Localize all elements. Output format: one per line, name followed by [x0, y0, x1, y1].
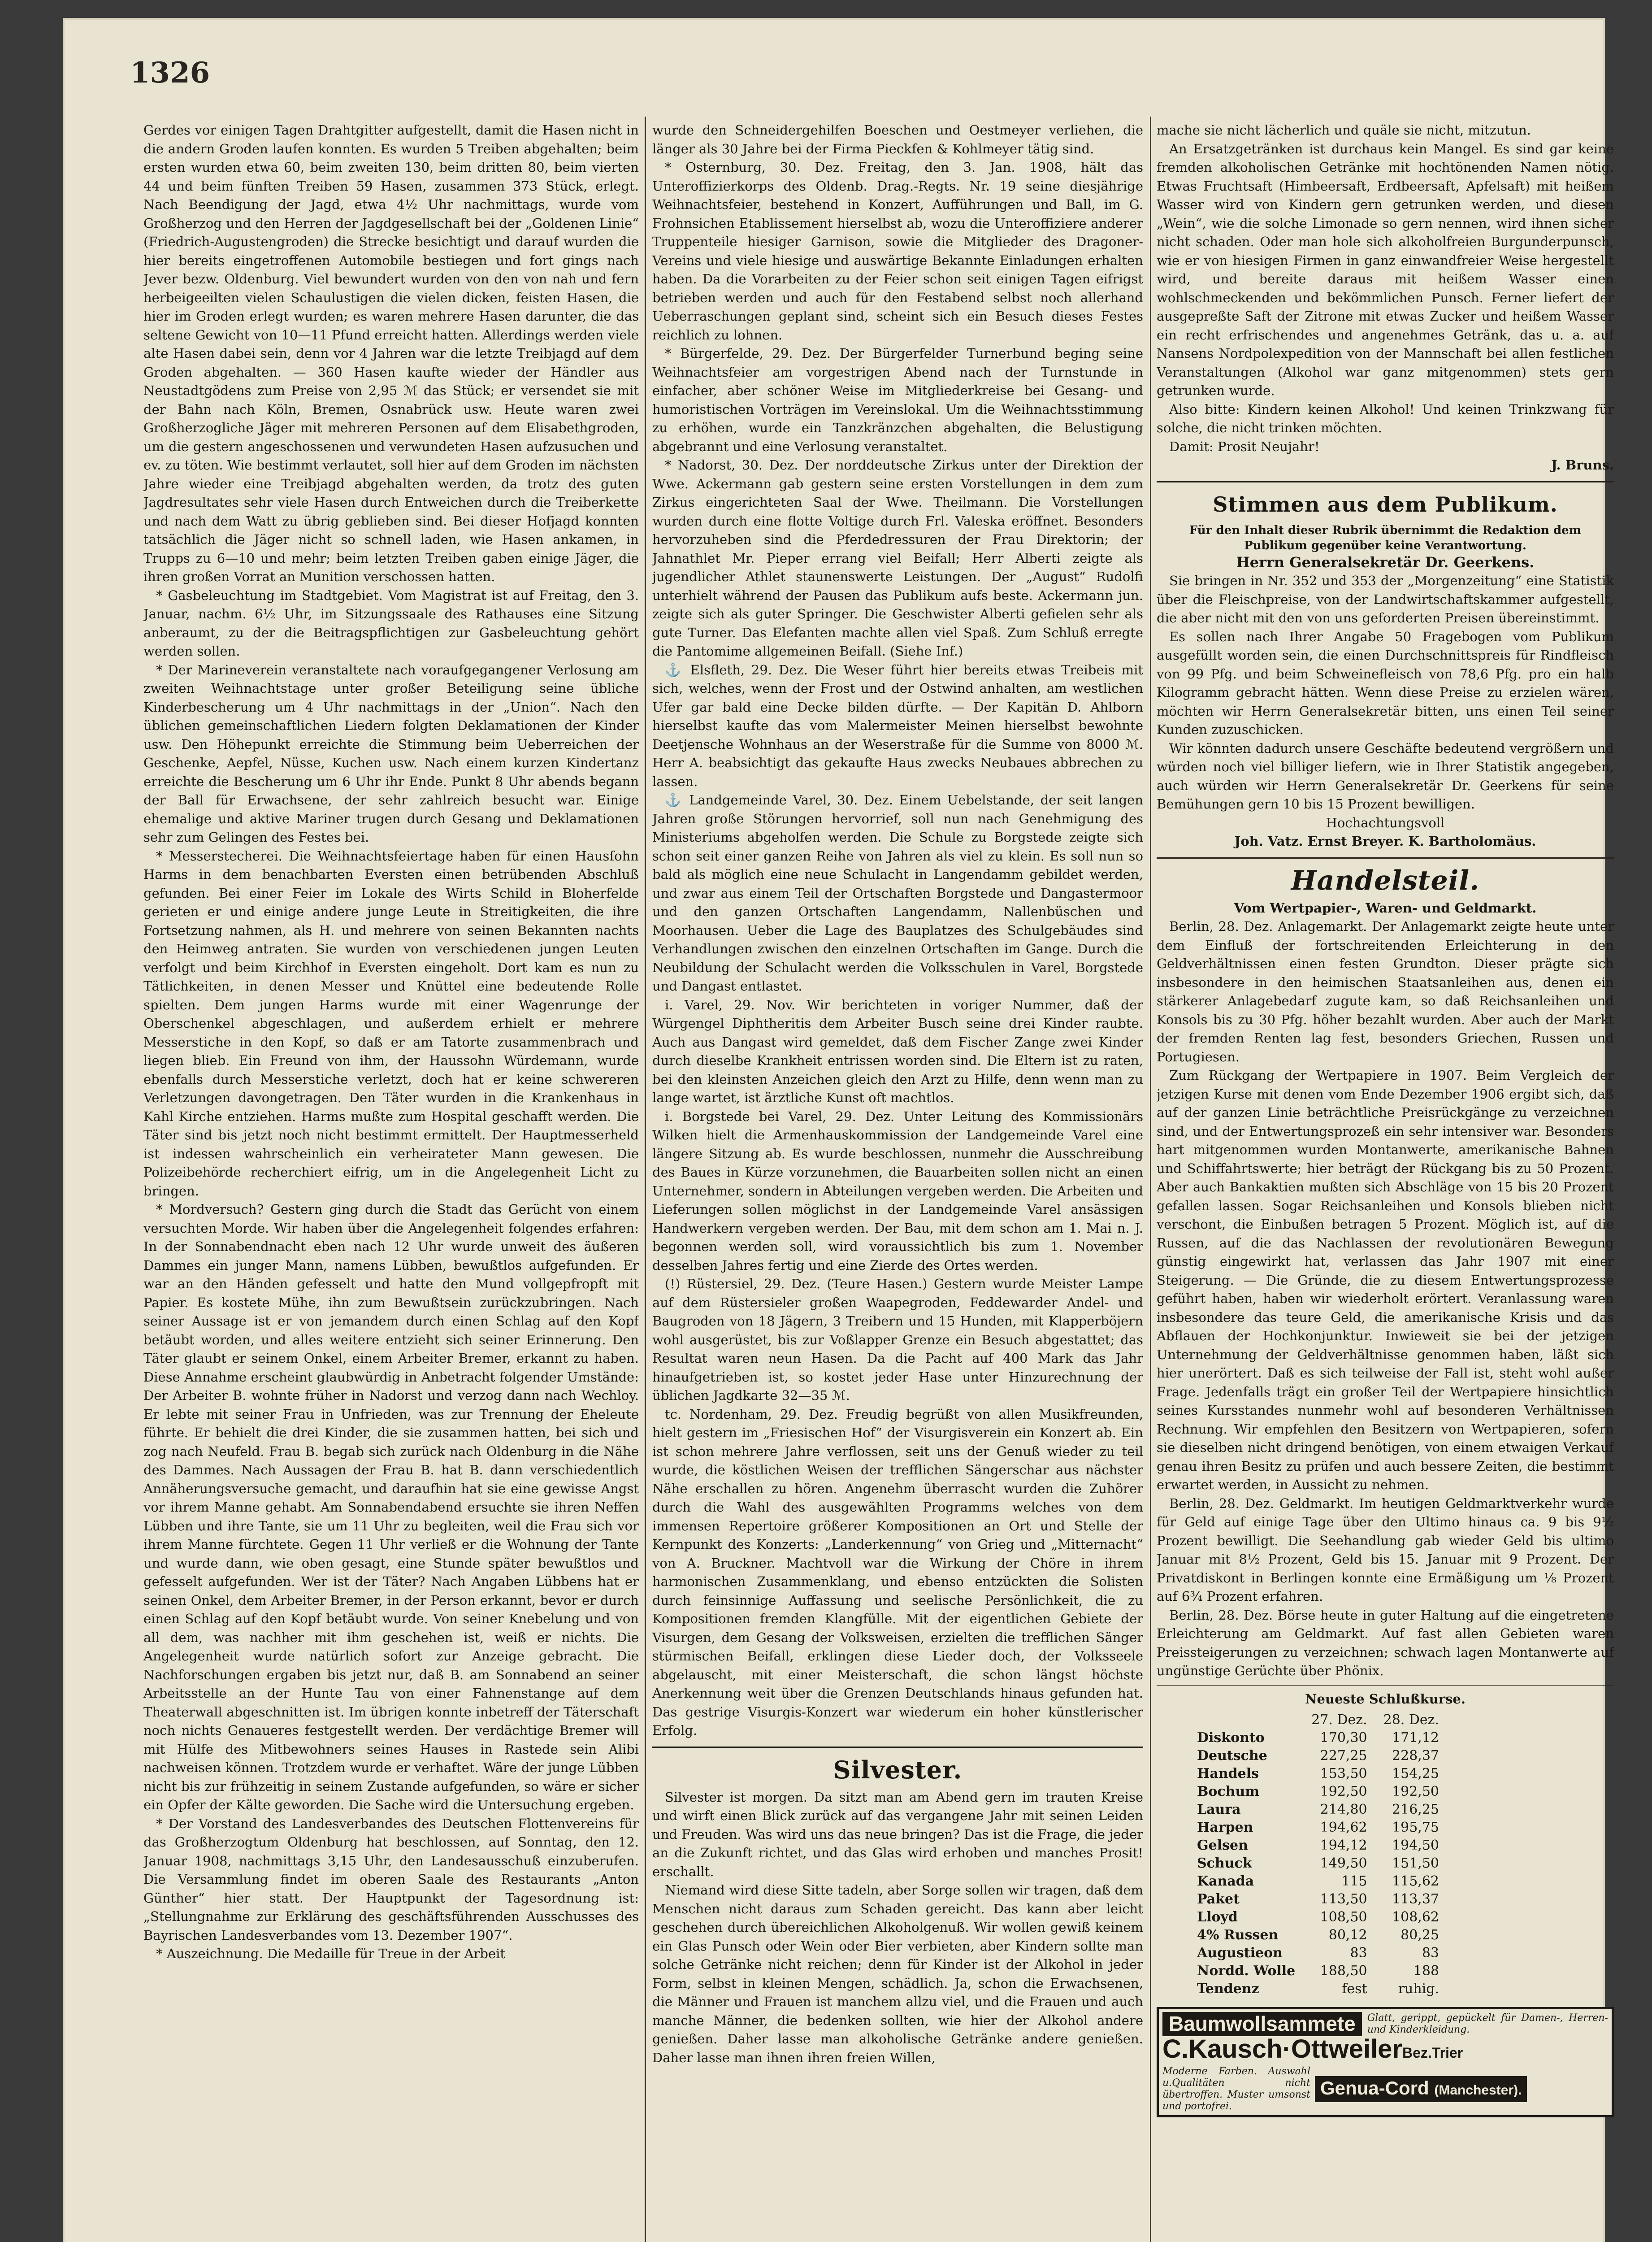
table-row	[1197, 1873, 1447, 1890]
ad-brand-2-note: (Manchester).	[1434, 2082, 1522, 2098]
publikum-disclaimer: Für den Inhalt dieser Rubrik übernimmt die Redaktion dem Publikum gegenüber keine Verantwortung.	[1189, 523, 1582, 552]
article-paragraph: Also bitte: Kindern keinen Alkohol! Und keinen Trinkzwang für solche, die nicht trinken möchten.	[1157, 401, 1614, 435]
handel-paragraph: Berlin, 28. Dez. Börse heute in guter Haltung auf die eingetretene Erleichterung am Geldmarkt. Auf fast allen Gebieten waren Preissteigerungen zu verzeichnen; schwach lagen Montanwerte auf ungünstige Gerüchte über Phönix.	[1157, 1607, 1614, 1678]
section-divider	[1157, 857, 1614, 859]
table-header	[1197, 1711, 1303, 1729]
table-row	[1197, 1783, 1447, 1801]
article-paragraph: ⚓ Elsfleth, 29. Dez. Die Weser führt hier bereits etwas Treibeis mit sich, welches, wenn der Frost und der Ostwind anhalten, am westlichen Ufer gar bald eine Decke bilden dürfte. — Der Kapitän D. Ahlborn hierselbst kaufte das vom Malermeister Meinen hierselbst bewohnte Deetjensche Wohnhaus an der Weserstraße für die Summe von 8000 ℳ. Herr A. beabsichtigt das gekaufte Haus zwecks Neubaues abbrechen zu lassen.	[652, 662, 1143, 789]
table-row	[1197, 1747, 1447, 1765]
table-cell: 4% Russen	[1197, 1927, 1279, 1943]
table-cell: Paket	[1197, 1891, 1240, 1907]
section-divider	[652, 1747, 1143, 1748]
table-cell: 83	[1422, 1945, 1440, 1961]
article-paragraph: Damit: Prosit Neujahr!	[1169, 439, 1320, 454]
table-cell: 149,50	[1320, 1855, 1367, 1871]
publikum-paragraph: Es sollen nach Ihrer Angabe 50 Fragebogen vom Publikum ausgefüllt worden sein, die einen Durchschnittspreis für Rindfleisch von 99 Pfg. und beim Schweinefleisch von 78,6 Pfg. pro ein halb Kilogramm gebracht hätten. Wenn diese Preise zu erzielen wären, möchten wir Herrn Generalsekretär bitten, uns einen Teil seiner Kunden zuzuschicken.	[1157, 629, 1614, 737]
ad-brand-2-name: Genua-Cord	[1320, 2077, 1429, 2099]
table-cell: 194,62	[1320, 1820, 1367, 1835]
table-cell: 83	[1350, 1945, 1367, 1961]
publikum-title: Stimmen aus dem Publikum.	[1213, 492, 1558, 517]
table-cell: 170,30	[1320, 1730, 1367, 1746]
table-row	[1197, 1962, 1447, 1980]
table-cell: 108,50	[1320, 1909, 1367, 1925]
article-paragraph: i. Borgstede bei Varel, 29. Dez. Unter Leitung des Kommissionärs Wilken hielt die Armenhauskommission der Landgemeinde Varel eine längere Sitzung ab. Es wurde beschlossen, nunmehr die Ausschreibung des Baues in Kürze vorzunehmen, die Bauarbeiten sollen nicht an einen Unternehmer, sondern in Abteilungen vergeben werden. Die Arbeiten und Lieferungen sollen möglichst in der Landgemeinde Varel ansässigen Handwerkern vergeben werden. Der Bau, mit dem schon am 1. Mai n. J. begonnen werden soll, wird voraussichtlich bis zum 1. November desselben Jahres fertig und eine Zierde des Ortes werden.	[652, 1108, 1143, 1273]
article-paragraph: ⚓ Landgemeinde Varel, 30. Dez. Einem Uebelstande, der seit langen Jahren große Störungen hervorrief, soll nun nach Genehmigung des Ministeriums abgeholfen werden. Die Schule zu Borgstede zeigte sich schon seit einer ganzen Reihe von Jahren als viel zu klein. Es soll nun so bald als möglich eine neue Schulacht in Langendamm gebildet werden, und zwar aus einem Teil der Ortschaften Borgstede und Dangastermoor und den ganzen Ortschaften Langendamm, Nallenbüschen und Moorhausen. Ueber die Lage des Bauplatzes des Schulgebäudes sind Verhandlungen zwischen den einzelnen Ortschaften im Gange. Durch die Neubildung der Schulacht werden die Volksschulen in Varel, Borgstede und Dangast entlastet.	[652, 792, 1143, 994]
handel-paragraph: Berlin, 28. Dez. Anlagemarkt. Der Anlagemarkt zeigte heute unter dem Einfluß der fortschreitenden Erleichterung in den Geldverhältnissen einen festen Grundton. Dieser prägte sich insbesondere in den heimischen Staatsanleihen aus, denen ein stärkerer Anlagebedarf zugute kam, so daß Reichsanleihen und Konsols bis zu 30 Pfg. höher bezahlt wurden. Aber auch der Markt der fremden Renten lag fest, besonders Griechen, Russen und Portugiesen.	[1157, 919, 1614, 1065]
handel-subtitle: Vom Wertpapier-, Waren- und Geldmarkt.	[1234, 900, 1537, 916]
table-cell: 113,37	[1392, 1891, 1440, 1907]
article-paragraph: * Der Marineverein veranstaltete nach voraufgegangener Verlosung am zweiten Weihnachtstage unter großer Beteiligung seine übliche Kinderbescherung um 4 Uhr nachmittags in der „Union“. Nach den üblichen gemeinschaftlichen Liedern folgten Deklamationen der Kinder usw. Den Höhepunkt erreichte die Stimmung beim Ueberreichen der Geschenke, Aepfel, Nüsse, Kuchen usw. Nach einem kurzen Kindertanz erreichte die Bescherung um 6 Uhr ihr Ende. Punkt 8 Uhr abends begann der Ball für Erwachsene, der sehr zahlreich besucht war. Einige ehemalige und aktive Mariner trugen durch Gesang und Deklamationen sehr zum Gelingen des Festes bei.	[143, 662, 639, 845]
ad-brand: Baumwollsammete	[1162, 2012, 1362, 2036]
article-paragraph: mache sie nicht lächerlich und quäle sie nicht, mitzutun.	[1157, 122, 1531, 138]
newspaper-page	[63, 18, 1614, 2242]
column-3	[1157, 121, 1614, 2242]
table-header: 27. Dez.	[1311, 1712, 1367, 1728]
table-divider	[1157, 1685, 1614, 1686]
article-paragraph: * Auszeichnung. Die Medaille für Treue in der Arbeit	[156, 1946, 506, 1961]
article-paragraph: (!) Rüstersiel, 29. Dez. (Teure Hasen.) Gestern wurde Meister Lampe auf dem Rüstersieler großen Waapegroden, Feddewarder Andel- und Baugroden von 18 Jägern, 3 Treibern und 15 Hunden, mit Klapperböjern wohl ausgerüstet, bis zur Voßlapper Grenze ein Besuch abgestattet; das Resultat waren neun Hasen. Da die Pacht auf 400 Mark das Jahr hinaufgetrieben ist, so kostet jeder Hase unter Hinzurechnung der üblichen Jagdkarte 32—35 ℳ.	[652, 1276, 1143, 1403]
table-cell: 115,62	[1392, 1873, 1440, 1889]
table-cell: 80,25	[1401, 1927, 1440, 1943]
table-cell: 195,75	[1392, 1820, 1440, 1835]
article-paragraph: * Messerstecherei. Die Weihnachtsfeiertage haben für einen Hausſohn Harms in dem benachbarten Eversten einen betrübenden Abschluß gefunden. Bei einer Feier im Lokale des Wirts Schild in Bloherfelde gerieten er und einige andere junge Leute in Streitigkeiten, die ihre Fortsetzung nahmen, als H. und mehrere von seinen Bekannten nachts den Heimweg antraten. Sie wurden von verschiedenen jungen Leuten verfolgt und beim Kirchhof in Eversten eingeholt. Dort kam es nun zu Tätlichkeiten, in denen Messer und Knüttel eine bedeutende Rolle spielten. Dem jungen Harms wurde mit einer Wagenrunge der Oberschenkel abgeschlagen, und außerdem erhielt er mehrere Messerstiche in den Kopf, so daß er am Tatorte zusammenbrach und liegen blieb. Ein Freund von ihm, der Haussohn Würdemann, wurde ebenfalls durch Messerstiche verletzt, doch hat er keine schwereren Verletzungen davongetragen. Den Täter wurden in die Krankenhaus in Kahl Kirche entziehen. Harms mußte zum Hospital geschafft werden. Die Täter sind bis jetzt noch nicht bestimmt ermittelt. Der Hauptmesserheld ist indessen wahrscheinlich ein verheirateter Mann gewesen. Die Polizeibehörde recherchiert eifrig, um in die Angelegenheit Licht zu bringen.	[143, 848, 639, 1199]
ad-brand-2	[1315, 2076, 1527, 2103]
handel-title: Handelsteil.	[1291, 865, 1480, 896]
table-cell: 194,12	[1320, 1838, 1367, 1853]
column-1	[143, 121, 639, 2242]
table-row	[1197, 1908, 1447, 1926]
table-row	[1197, 1926, 1447, 1944]
table-cell: Lloyd	[1197, 1909, 1238, 1925]
table-cell: 154,25	[1392, 1766, 1440, 1781]
handel-paragraph: Berlin, 28. Dez. Geldmarkt. Im heutigen Geldmarktverkehr wurde für Geld auf einige Tage über den Ultimo hinaus ca. 9 bis 9½ Prozent bewilligt. Die Seehandlung gab wieder Geld bis ultimo Januar mit 8½ Prozent, Geld bis 15. Januar mit 9 Prozent. Der Privatdiskont in Berlingen konnte eine Ermäßigung um ⅛ Prozent auf 6¾ Prozent erfahren.	[1157, 1495, 1614, 1604]
table-cell: Harpen	[1197, 1820, 1253, 1835]
article-paragraph: * Bürgerfelde, 29. Dez. Der Bürgerfelder Turnerbund beging seine Weihnachtsfeier am vorgestrigen Abend nach der Turnstunde in einfacher, aber schöner Weise im Mitgliederkreise bei Gesang- und humoristischen Vorträgen im Vereinslokal. Um die Weihnachtsstimmung zu erhöhen, wurde ein Tanzkränzchen abgehalten, die Belustigung abgebrannt und eine Verlosung veranstaltet.	[652, 346, 1143, 454]
table-cell: Augustieon	[1197, 1945, 1283, 1961]
table-cell: 228,37	[1392, 1748, 1440, 1764]
publikum-paragraph: Sie bringen in Nr. 352 und 353 der „Morgenzeitung“ eine Statistik über die Fleischpreise, von der Landwirtschaftskammer aufgestellt, die aber nicht mit den von uns geforderten Preisen übereinstimmt.	[1157, 573, 1614, 626]
silvester-title: Silvester.	[833, 1755, 963, 1784]
table-cell: Gelsen	[1197, 1838, 1248, 1853]
table-cell: fest	[1342, 1981, 1367, 1997]
page-number: 1326	[130, 56, 210, 90]
table-row	[1197, 1944, 1447, 1962]
table-cell: ruhig.	[1398, 1981, 1440, 1997]
table-cell: Handels	[1197, 1766, 1259, 1781]
table-header-row	[1197, 1711, 1447, 1729]
table-cell: 151,50	[1392, 1855, 1440, 1871]
column-2	[652, 121, 1143, 2242]
table-cell: Diskonto	[1197, 1730, 1265, 1746]
column-rule	[1150, 117, 1151, 2242]
article-paragraph: Gerdes vor einigen Tagen Drahtgitter aufgestellt, damit die Hasen nicht in die andern Groden laufen konnten. Es wurden 5 Treiben abgehalten; beim ersten wurden etwa 60, beim zweiten 130, beim dritten 80, beim vierten 44 und beim fünften Treiben 59 Hasen, zusammen 373 Stück, erlegt. Nach Beendigung der Jagd, etwa 4½ Uhr nachmittags, wurde vom Großherzog und den Herren der Jagdgesellschaft bei der „Goldenen Linie“ (Friedrich-Augustengroden) die Strecke besichtigt und darauf wurden die hier bereits eingetroffenen Automobile bestiegen und fort gings nach Jever bezw. Oldenburg. Viel bewundert wurden von den von nah und fern herbeigeeilten vielen Schaulustigen die vielen dicken, feisten Hasen, die hier im Groden erlegt wurden; es waren mehrere Hasen darunter, die das seltene Gewicht von 10—11 Pfund erreicht hatten. Allerdings werden viele alte Hasen dabei sein, denn vor 4 Jahren war die letzte Treibjagd auf dem Groden abgehalten. — 360 Hasen kaufte wieder der Händler aus Neustadtgödens zum Preise von 2,95 ℳ das Stück; er versendet sie mit der Bahn nach Köln, Bremen, Osnabrück usw. Heute waren zwei Großherzogliche Jäger mit mehreren Personen auf dem Elisabethgroden, um die gestern angeschossenen und verwundeten Hasen aufzusuchen und ev. zu töten. Wie bestimmt verlautet, soll hier auf dem Groden im nächsten Jahre wieder eine Treibjagd abgehalten werden, da trotz des guten Jagdresultates sehr viele Hasen durch Entweichen durch die Treiberkette und nach dem Watt zu übrig geblieben sind. Bei dieser Hofjagd konnten tatsächlich die Jäger nicht so schnell laden, wie Hasen ankamen, in Trupps zu 6—10 und mehr; beim letzten Treiben gaben einige Jäger, die ihren großen Vorrat an Munition verschossen hatten.	[143, 122, 639, 584]
advertisement	[1157, 2007, 1614, 2117]
table-cell: Bochum	[1197, 1784, 1259, 1799]
table-cell: 171,12	[1392, 1730, 1440, 1746]
article-paragraph: * Mordversuch? Gestern ging durch die Stadt das Gerücht von einem versuchten Morde. Wir haben über die Angelegenheit folgendes erfahren: In der Sonnabendnacht eben nach 12 Uhr wurde unweit des äußeren Dammes ein junger Mann, namens Lübben, bewußtlos aufgefunden. Er war an den Händen gefesselt und hatte den Mund vollgepfropft mit Papier. Es kostete Mühe, ihn zum Bewußtsein zurückzubringen. Nach seiner Aussage ist er von jemandem durch einen Schlag auf den Kopf betäubt worden, und alles weitere entzieht sich seiner Erinnerung. Den Täter glaubt er seinem Onkel, einem Arbeiter Bremer, erkannt zu haben. Diese Annahme erscheint glaubwürdig in Anbetracht folgender Umstände: Der Arbeiter B. wohnte früher in Nadorst und verzog dann nach Wechloy. Er lebte mit seiner Frau in Unfrieden, was zur Trennung der Eheleute führte. Er behielt die drei Kinder, die sie zusammen hatten, bei sich und zog nach Neufeld. Frau B. begab sich zurück nach Oldenburg in die Nähe des Dammes. Nach Aussagen der Frau B. hat B. dann verschiedentlich Annäherungsversuche gemacht, und daraufhin hat sie eine gewisse Angst vor ihrem Manne gehabt. Am Sonnabendabend ersuchte sie ihren Neffen Lübben und ihre Tante, sie um 11 Uhr zu begleiten, weil die Frau sich vor ihrem Manne fürchtete. Gegen 11 Uhr verließ er die Wohnung der Tante und wurde dann, wie oben gesagt, eine Stunde später bewußtlos und gefesselt aufgefunden. Wer ist der Täter? Nach Angaben Lübbens hat er seinen Onkel, dem Arbeiter Bremer, in der Person erkannt, bevor er durch einen Schlag auf den Kopf betäubt wurde. Von seiner Knebelung und von all dem, was nachher mit ihm geschehen ist, weiß er nichts. Die Angelegenheit wurde natürlich sofort zur Anzeige gebracht. Die Nachforschungen ergaben bis jetzt nur, daß B. am Sonnabend an seiner Arbeitsstelle an der Hunte Tau von einer Fahnenstange auf dem Theaterwall abgeschnitten ist. Im übrigen konnte inbetreff der Täterschaft noch nichts Genaueres festgestellt werden. Der verdächtige Bremer will mit Hülfe des Mitbewohners seines Hauses in Rastede sein Alibi nachweisen können. Trotzdem wurde er verhaftet. Wäre der junge Lübben nicht bis zur frühzeitig in seinem Zustande aufgefunden, so wäre er sicher ein Opfer der Kälte geworden. Die Sache wird die Untersuchung ergeben.	[143, 1202, 639, 1812]
table-cell: Tendenz	[1197, 1981, 1259, 1997]
table-cell: 80,12	[1328, 1927, 1367, 1943]
article-paragraph: tc. Nordenham, 29. Dez. Freudig begrüßt von allen Musikfreunden, hielt gestern im „Friesischen Hof“ der Visurgisverein ein Konzert ab. Ein ist schon mehrere Jahre verflossen, seit uns der Genuß wieder zu teil wurde, die köstlichen Weisen der trefflichen Sängerschar aus nächster Nähe erschallen zu hören. Angenehm überrascht wurden die Zuhörer durch die Wahl des ausgewählten Programms welches von dem immensen Repertoire größerer Kompositionen an Ort und Stelle der Kernpunkt des Konzerts: „Landerkennung“ von Grieg und „Mitternacht“ von A. Bruckner. Machtvoll war die Wirkung der Chöre in ihrem harmonischen Zusammenklang, und ebenso entzückten die Solisten durch feinsinnige Auffassung und seelische Persönlichkeit, die zu Kompositionen fremden Klangfülle. Mit der eigentlichen Gebiete der Visurgen, dem Gesang der Volksweisen, erzielten die trefflichen Sänger stürmischen Beifall, erklingen diese Lieder doch, der Volksseele abgelauscht, mit einer Meisterschaft, die schon längst höchste Anerkennung weit über die Grenzen Deutschlands hinaus gefunden hat. Das gestrige Visurgis-Konzert war wiederum ein hoher künstlerischer Erfolg.	[652, 1406, 1143, 1738]
table-header: 28. Dez.	[1383, 1712, 1440, 1728]
publikum-paragraph: Wir könnten dadurch unsere Geschäfte bedeutend vergrößern und würden noch viel billiger liefern, wie in Ihrer Statistik angegeben, auch würden wir Herrn Generalsekretär Dr. Geerkens für seine Bemühungen gern 10 bis 15 Prozent bewilligen.	[1157, 740, 1614, 812]
table-cell: Kanada	[1197, 1873, 1254, 1889]
section-divider	[1157, 481, 1614, 482]
table-cell: 227,25	[1320, 1748, 1367, 1764]
table-cell: Laura	[1197, 1802, 1241, 1817]
table-cell: 214,80	[1320, 1802, 1367, 1817]
table-row	[1197, 1765, 1447, 1783]
table-row	[1197, 1801, 1447, 1819]
ad-company	[1162, 2034, 1608, 2064]
table-row	[1197, 1980, 1447, 1998]
table-cell: 216,25	[1392, 1802, 1440, 1817]
ad-company-name: C.Kausch·Ottweiler	[1162, 2034, 1402, 2064]
table-cell: 115	[1341, 1873, 1367, 1889]
silvester-paragraph: Silvester ist morgen. Da sitzt man am Abend gern im trauten Kreise und wirft einen Blick zurück auf das vergangene Jahr mit seinen Leiden und Freuden. Was wird uns das neue bringen? Das ist die Frage, die jeder an die Zukunft richtet, und das Glas wird erhoben und manches Prosit! erschallt.	[652, 1789, 1143, 1879]
ad-note: Glatt, gerippt, gepückelt für Damen-, Herren- und Kinderkleidung.	[1367, 2012, 1608, 2035]
article-paragraph: * Gasbeleuchtung im Stadtgebiet. Vom Magistrat ist auf Freitag, den 3. Januar, nachm. 6½ Uhr, im Sitzungssaale des Rathauses eine Sitzung anberaumt, zu der die Beitragspflichtigen zur Gasbeleuchtung gehört werden sollen.	[143, 587, 639, 659]
article-paragraph: i. Varel, 29. Nov. Wir berichteten in voriger Nummer, daß der Würgengel Diphtheritis dem Arbeiter Busch seine drei Kinder raubte. Auch aus Dangast wird gemeldet, daß dem Fischer Zange zwei Kinder durch dieselbe Krankheit entrissen worden sind. Die Eltern ist zu raten, bei den kleinsten Anzeichen gleich den Arzt zu Hilfe, denn wenn man zu lange wartet, ist ärztliche Kunst oft machtlos.	[652, 997, 1143, 1105]
article-paragraph: * Osternburg, 30. Dez. Freitag, den 3. Jan. 1908, hält das Unteroffizierkorps des Oldenb. Drag.-Regts. Nr. 19 seine diesjährige Weihnachtsfeier, bestehend in Konzert, Aufführungen und Ball, im G. Frohnsichen Etablissement hierselbst ab, wozu die Unteroffiziere anderer Truppenteile hiesiger Garnison, sowie die Mitglieder des Dragoner-Vereins und viele hiesige und auswärtige Bekannte Einladungen erhalten haben. Da die Vorarbeiten zu der Feier schon seit einigen Tagen eifrigst betrieben werden und auch für den Festabend selbst noch allerhand Ueberraschungen geplant sind, scheint sich ein Besuch dieses Festes reichlich zu lohnen.	[652, 160, 1143, 343]
silvester-paragraph: Niemand wird diese Sitte tadeln, aber Sorge sollen wir tragen, daß dem Menschen nicht daraus zum Schaden gereicht. Das kann aber leicht geschehen durch übereichlichen Alkoholgenuß. Wir wollen gewiß keinem ein Glas Punsch oder Wein oder Bier verbieten, aber Kindern sollte man solche Getränke nicht reichen; denn für Kinder ist der Alkohol in jeder Form, selbst in kleinen Mengen, schädlich. Ja, schon die Erwachsenen, die Männer und Frauen ist manchem allzu viel, und die Frauen und auch manche Männer, die bedenken sollten, wie hier der Alkohol andere genießen. Daher lasse man alkoholische Getränke andere genießen. Daher lasse man ihnen ihren freien Willen,	[652, 1882, 1143, 2065]
table-row	[1197, 1819, 1447, 1837]
publikum-signers: Joh. Vatz. Ernst Breyer. K. Bartholomäus.	[1234, 834, 1536, 849]
publikum-closing: Hochachtungsvoll	[1326, 815, 1445, 830]
table-cell: Nordd. Wolle	[1197, 1963, 1296, 1979]
table-cell: 113,50	[1320, 1891, 1367, 1907]
table-cell: Schuck	[1197, 1855, 1252, 1871]
table-title: Neueste Schlußkurse.	[1305, 1691, 1466, 1707]
table-row	[1197, 1890, 1447, 1908]
article-paragraph: * Nadorst, 30. Dez. Der norddeutsche Zirkus unter der Direktion der Wwe. Ackermann gab gestern seine ersten Vorstellungen in dem zum Zirkus eingerichteten Saal der Wwe. Theilmann. Die Vorstellungen wurden durch eine flotte Voltige durch Frl. Valeska eröffnet. Besonders hervorzuheben sind die Pferdedressuren der Frau Direktorin; der Jahnathlet Mr. Pieper errang viel Beifall; Herr Alberti zeigte als jugendlicher Athlet staunenswerte Leistungen. Der „August“ Rudolfi unterhielt während der Pausen das Publikum aufs beste. Ackermann jun. zeigte sich als guter Springer. Die Geschwister Alberti gefielen sehr als gute Turner. Das Elefanten machte allen viel Spaß. Zum Schluß erregte die Pantomime allgemeinen Beifall. (Siehe Inf.)	[652, 457, 1143, 659]
ad-note: Moderne Farben. Auswahl u.Qualitäten nicht übertroffen. Muster umsonst und portofrei.	[1162, 2066, 1310, 2112]
handel-paragraph: Zum Rückgang der Wertpapiere in 1907. Beim Vergleich der jetzigen Kurse mit denen vom Ende Dezember 1906 ergibt sich, daß auf der ganzen Linie beträchtliche Preisrückgänge zu verzeichnen sind, und der Entwertungsprozeß ein sehr intensiver war. Besonders hart mitgenommen wurden Montanwerte, amerikanische Bahnen und Schiffahrtswerte; hier beträgt der Rückgang bis zu 50 Prozent. Aber auch Bankaktien mußten sich Abschläge von 15 bis 20 Prozent gefallen lassen. Sogar Reichsanleihen und Konsols blieben nicht verschont, die Einbußen betragen 5 Prozent. Möglich ist, auf die Russen, auf die das Nachlassen der revolutionären Bewegung günstig eingewirkt hat, verlassen das Jahr 1907 mit einer Steigerung. — Die Gründe, die zu diesem Entwertungsprozesse geführt haben, haben wir wiederholt erörtert. Veranlassung waren insbesondere das teure Geld, die amerikanische Krisis und das Abflauen der Hochkonjunktur. Inwieweit sie bei der jetzigen Unternehmung der Geldverhältnisse genommen haben, läßt sich hier unerörtert. Daß es sich teilweise der Fall ist, steht wohl außer Frage. Jedenfalls trägt ein großer Teil der Wertpapiere hinsichtlich seines Kursstandes nunmehr wohl auf besonderen Verhältnissen Rechnung. Wir empfehlen den Besitzern von Wertpapieren, sofern sie dieselben nicht dringend benötigen, von einem etwaigen Verkauf genau ihren Besitz zu prüfen und auch bessere Zeiten, die bestimmt erwartet werden, in Aussicht zu nehmen.	[1157, 1068, 1614, 1492]
table-cell: 188	[1413, 1963, 1440, 1979]
column-rule	[645, 117, 646, 2242]
table-cell: 153,50	[1320, 1766, 1367, 1781]
table-row	[1197, 1729, 1447, 1747]
table-cell: 108,62	[1392, 1909, 1440, 1925]
article-paragraph: wurde den Schneidergehilfen Boeschen und Oestmeyer verliehen, die länger als 30 Jahre bei der Firma Pieckfen & Kohlmeyer tätig sind.	[652, 122, 1143, 156]
table-cell: 192,50	[1392, 1784, 1440, 1799]
table-cell: 192,50	[1320, 1784, 1367, 1799]
table-cell: 194,50	[1392, 1838, 1440, 1853]
article-paragraph: * Der Vorstand des Landesverbandes des Deutschen Flottenvereins für das Großherzogtum Oldenburg hat beschlossen, auf Sonntag, den 12. Januar 1908, nachmittags 3,15 Uhr, den Landesausschuß einzuberufen. Die Versammlung findet im oberen Saale des Restaurants „Anton Günther“ hier statt. Der Hauptpunkt der Tagesordnung ist: „Stellungnahme zur Erklärung des geschäftsführenden Ausschusses des Bayrischen Landesverbandes vom 13. Dezember 1907“.	[143, 1816, 639, 1943]
table-row	[1197, 1837, 1447, 1855]
table-cell: 188,50	[1320, 1963, 1367, 1979]
table-row	[1197, 1855, 1447, 1873]
author-signature: J. Bruns.	[1551, 457, 1614, 473]
closing-rates-table	[1197, 1711, 1447, 1998]
ad-location: Bez.Trier	[1402, 2044, 1463, 2061]
article-paragraph: An Ersatzgetränken ist durchaus kein Mangel. Es sind gar keine fremden alkoholischen Getränke mit hochtönenden Namen nötig. Etwas Fruchtsaft (Himbeersaft, Erdbeersaft, Apfelsaft) mit heißem Wasser wird von Kindern gern getrunken werden, und diesen „Wein“, wie die solche Limonade so gern nennen, wird ihnen sicher nicht schaden. Oder man hole sich alkoholfreien Burgunderpunsch, wie er von hiesigen Firmen in ganz einwandfreier Weise hergestellt wird, und bereite daraus mit heißem Wasser einen wohlschmeckenden und bekömmlichen Punsch. Ferner liefert der ausgepreßte Saft der Zitrone mit etwas Zucker und heißem Wasser ein recht erfrischendes und angenehmes Getränk, das u. a. auf Nansens Nordpolexpedition von der Mannschaft bei allen festlichen Veranstaltungen (Alkohol war ganz mitgenommen) stets gern getrunken wurde.	[1157, 141, 1614, 398]
publikum-addressee: Herrn Generalsekretär Dr. Geerkens.	[1236, 553, 1535, 571]
table-cell: Deutsche	[1197, 1748, 1267, 1764]
